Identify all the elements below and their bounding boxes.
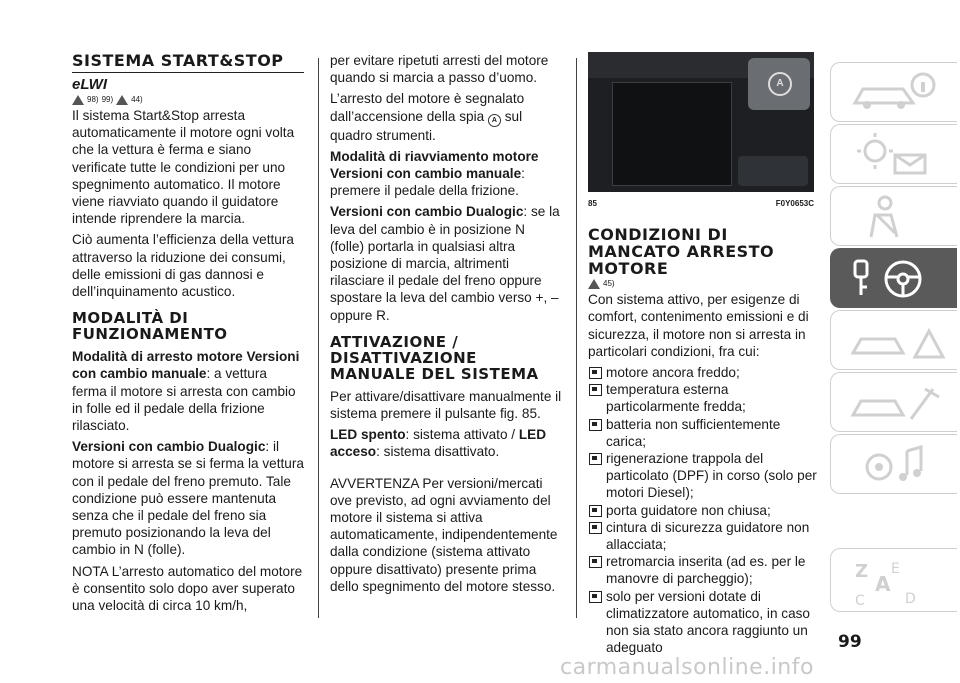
bullet-icon (589, 419, 602, 431)
car-tools-icon (845, 379, 945, 425)
warning-triangle-car-icon (845, 317, 945, 363)
bullet-icon (589, 384, 602, 396)
dualogic-stop-text: : il motore si arresta se si ferma la vettura con il pedale del freno premuto. Tale condizione può essere mantenuta senza che il pedale del freno sia premuto posizionando la leva del cambio in N (folle). (72, 439, 304, 558)
indicator-paragraph (330, 90, 562, 143)
list-item-text: batteria non sufficientemente carica; (606, 416, 781, 449)
nota-paragraph: NOTA L’arresto automatico del motore è consentito solo dopo aver superato una velocità di circa 10 km/h, (72, 563, 303, 614)
intro-paragraph: Il sistema Start&Stop arresta automaticamente il motore ogni volta che la vettura è ferma e siano verificate tutte le condizioni per uno spegnimento automatico. Il motore viene riavviato quando il guidatore intende riprendere la marcia. (72, 108, 295, 227)
manual-stop-text: : a vettura ferma il motore si arresta con cambio in folle ed il pedale della frizione rilasciato. (72, 366, 296, 434)
bullet-icon (589, 556, 602, 568)
led-off-text: : sistema attivato / (405, 427, 519, 443)
watermark: carmanualsonline.info (560, 655, 814, 680)
list-item (588, 416, 820, 450)
side-tab-car-info[interactable] (830, 62, 957, 122)
side-tab-lights-messages[interactable] (830, 124, 957, 184)
dualogic-stop-keyword: Versioni con cambio Dualogic (72, 439, 266, 455)
side-tab-safety[interactable] (830, 186, 957, 246)
svg-text:C: C (855, 593, 865, 607)
activation-paragraph: Per attivare/disattivare manualmente il sistema premere il pulsante fig. 85. (330, 388, 562, 422)
led-on-text: : sistema disattivato. (376, 444, 500, 460)
figure-caption (588, 195, 814, 212)
restart-dualogic-text: : se la leva del cambio è in posizione N (folle) portarla in qualsiasi altra posizione di marcia, altrimenti rilasciare il pedale del freno oppure spostare la leva del cambio verso +, – oppure R. (330, 204, 560, 323)
svg-text:E: E (891, 561, 900, 577)
avvertenza-paragraph: AVVERTENZA Per versioni/mercati ove previsto, ad ogni avviamento del motore il sistema si attiva automaticamente, indipendentemente dalla condizione (sistema attivato oppure disattivato) presente prima dello spegnimento del motore stesso. (330, 475, 558, 594)
side-tab-maintenance[interactable] (830, 372, 957, 432)
restart-manual-paragraph (330, 148, 562, 200)
side-tab-index[interactable] (830, 548, 957, 612)
list-item-text: retromarcia inserita (ad es. per le manovre di parcheggio); (606, 554, 806, 587)
svg-text:D: D (905, 591, 916, 607)
heading-attivazione: ATTIVAZIONE / DISATTIVAZIONE MANUALE DEL SISTEMA (330, 332, 539, 383)
manual-stop-keyword: Modalità di arresto motore Versioni con cambio manuale (72, 349, 300, 382)
lights-message-icon (845, 131, 945, 177)
conditions-intro: Con sistema attivo, per esigenze di comfort, contenimento emissioni e di sicurezza, il motore non si arresta in particolari condizioni, fra cui: (588, 292, 809, 359)
bullet-icon (589, 505, 602, 517)
led-off-keyword: LED spento (330, 427, 406, 443)
restart-dualogic-paragraph (330, 203, 562, 323)
list-item-text: solo per versioni dotate di climatizzatore automatico, in caso non sia stato ancora raggiunto un adeguato (606, 588, 810, 656)
section-title: SISTEMA START&STOP (72, 51, 284, 70)
heading-modalita: MODALITÀ DI FUNZIONAMENTO (72, 309, 228, 344)
list-item (588, 588, 820, 657)
heading-condizioni: CONDIZIONI DI MANCATO ARRESTO MOTORE (588, 225, 775, 279)
indicator-text-a: L’arresto del motore è segnalato dall’accensione della spia (330, 91, 525, 124)
manual-stop-paragraph (72, 348, 304, 434)
list-item-text: motore ancora freddo; (606, 365, 740, 381)
list-item-text: rigenerazione trappola del particolato (DPF) in corso (solo per motori Diesel); (606, 451, 817, 501)
figure-code: F0Y0653C (775, 199, 814, 208)
page-number: 99 (838, 632, 862, 652)
ref-44: 44) (131, 95, 143, 104)
section-title-rule (72, 52, 304, 73)
infotainment-screen (612, 82, 732, 186)
list-item-text: cintura di sicurezza guidatore non allacciata; (606, 519, 810, 553)
start-stop-warning-light-icon: A (488, 114, 501, 127)
indicator-text-b: sul quadro strumenti. (330, 108, 523, 143)
figure-number: 85 (588, 199, 597, 208)
caution-triangle-icon (588, 279, 600, 289)
column-divider-1 (318, 58, 319, 618)
list-item (588, 450, 820, 502)
dashboard-figure (588, 52, 814, 192)
airbag-seat-icon (845, 193, 945, 239)
conditions-list (588, 364, 820, 656)
svg-text:A: A (875, 572, 891, 596)
ref-99: 99) (101, 95, 114, 104)
restart-manual-text: : premere il pedale della frizione. (330, 166, 525, 199)
svg-text:Z: Z (855, 561, 869, 582)
list-item (588, 502, 820, 519)
dualogic-stop-paragraph (72, 438, 304, 558)
bullet-icon (589, 522, 602, 534)
bullet-icon (589, 367, 602, 379)
column-2 (330, 52, 562, 599)
list-item (588, 381, 820, 415)
start-stop-button-illustration (748, 58, 810, 110)
gear-note-icon (845, 441, 945, 487)
led-on-keyword: LED acceso (330, 427, 547, 460)
ref-98: 98) (87, 95, 99, 104)
ref-45: 45) (603, 279, 615, 289)
list-item-text: temperatura esterna particolarmente fredda; (606, 382, 746, 415)
list-item (588, 519, 820, 553)
warning-refs (72, 95, 304, 105)
column-1 (72, 52, 304, 618)
led-paragraph (330, 426, 562, 460)
side-tab-emergency[interactable] (830, 310, 957, 370)
climate-controls-illustration (738, 156, 808, 186)
alphabet-index-icon (845, 555, 945, 607)
restart-dualogic-keyword: Versioni con cambio Dualogic (330, 204, 524, 220)
warning-triangle-icon (72, 95, 84, 105)
list-item-text: porta guidatore non chiusa; (606, 502, 771, 518)
restart-manual-keyword: Modalità di riavviamento motore Versioni con cambio manuale (330, 148, 539, 182)
bullet-icon (589, 591, 602, 603)
list-item (588, 553, 820, 587)
bullet-icon (589, 453, 602, 465)
side-tab-starting-driving[interactable] (830, 248, 957, 308)
column-divider-2 (576, 58, 577, 618)
continuation-paragraph: per evitare ripetuti arresti del motore quando si marcia a passo d’uomo. (330, 53, 549, 86)
car-info-icon (845, 69, 945, 115)
caution-triangle-icon (116, 95, 128, 105)
efficiency-paragraph: Ciò aumenta l’efficienza della vettura attraverso la riduzione dei consumi, delle emissioni di gas dannosi e dell’inquinamento acustico. (72, 232, 294, 300)
side-tab-technical-data[interactable] (830, 434, 957, 494)
start-stop-symbol-icon: A (768, 72, 792, 96)
list-item (588, 364, 820, 381)
start-stop-logo: eLWI (72, 76, 108, 93)
key-steering-wheel-icon (845, 255, 945, 301)
caution-refs (588, 279, 820, 289)
column-3 (588, 52, 820, 656)
